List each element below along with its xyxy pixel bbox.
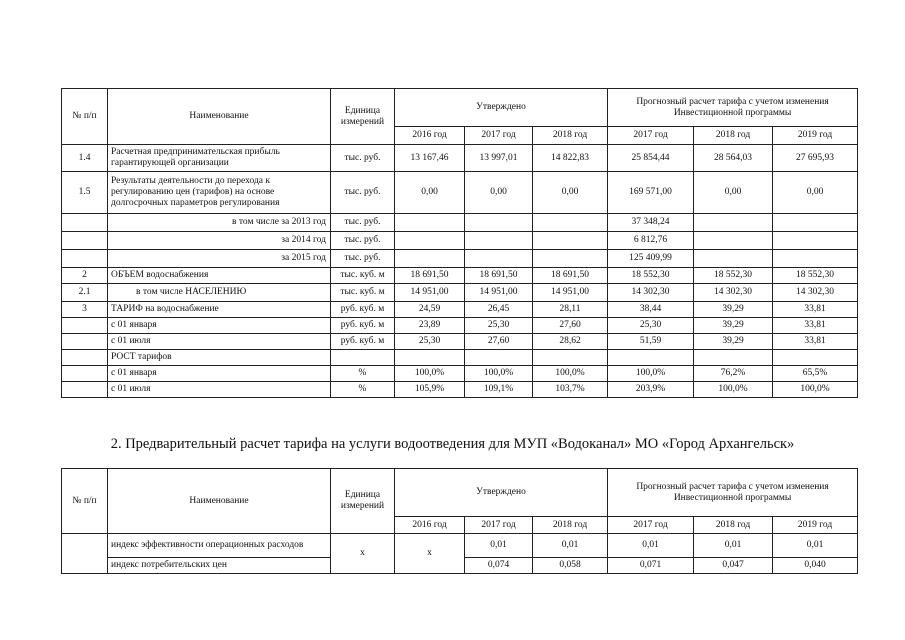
cell-value: 0,01 — [533, 534, 608, 558]
header-approved: Утверждено — [395, 469, 608, 517]
row-name: за 2014 год — [108, 232, 331, 250]
cell-value — [773, 350, 858, 366]
header-year: 2017 год — [465, 517, 533, 534]
cell-value — [533, 214, 608, 232]
cell-value: 39,29 — [694, 302, 773, 318]
row-unit: тыс. руб. — [331, 145, 395, 172]
cell-value: 125 409,99 — [608, 250, 694, 268]
cell-value: 39,29 — [694, 334, 773, 350]
cell-value: 25,30 — [395, 334, 465, 350]
table-row — [62, 284, 858, 302]
table-row — [62, 334, 858, 350]
tariff-table-water-supply — [61, 88, 858, 398]
header-forecast: Прогнозный расчет тарифа с учетом изменения Инвестиционной программы — [608, 89, 858, 127]
cell-value: 14 302,30 — [773, 284, 858, 302]
header-approved: Утверждено — [395, 89, 608, 127]
cell-value: 0,071 — [608, 558, 694, 574]
cell-value: 24,59 — [395, 302, 465, 318]
cell-value — [608, 350, 694, 366]
cell-value: 0,047 — [694, 558, 773, 574]
row-name: за 2015 год — [108, 250, 331, 268]
cell-value: 0,01 — [773, 534, 858, 558]
cell-value: 14 302,30 — [694, 284, 773, 302]
table-row — [62, 145, 858, 172]
row-num — [62, 382, 108, 398]
cell-value: 33,81 — [773, 334, 858, 350]
cell-value: 27,60 — [533, 318, 608, 334]
header-year: 2016 год — [395, 517, 465, 534]
cell-value: 100,0% — [773, 382, 858, 398]
section-heading: 2. Предварительный расчет тарифа на услуги водоотведения для МУП «Водоканал» МО «Город Архангельск» — [110, 436, 795, 452]
row-unit — [331, 350, 395, 366]
cell-value: 0,00 — [465, 172, 533, 214]
header-unit: Единица измерений — [331, 89, 395, 145]
cell-value: 14 951,00 — [533, 284, 608, 302]
cell-value: 28,62 — [533, 334, 608, 350]
table-row — [62, 318, 858, 334]
row-name: РОСТ тарифов — [108, 350, 331, 366]
row-unit: % — [331, 366, 395, 382]
cell-value: 0,00 — [773, 172, 858, 214]
cell-value — [694, 250, 773, 268]
row-num: 1.5 — [62, 172, 108, 214]
table-row — [62, 366, 858, 382]
cell-value — [694, 232, 773, 250]
row-unit: х — [331, 534, 395, 574]
cell-value: 0,074 — [465, 558, 533, 574]
cell-value: 18 552,30 — [608, 268, 694, 284]
cell-value: 65,5% — [773, 366, 858, 382]
cell-value: 0,00 — [694, 172, 773, 214]
cell-value: 0,01 — [465, 534, 533, 558]
row-unit: руб. куб. м — [331, 318, 395, 334]
table-row — [62, 350, 858, 366]
cell-value: 0,00 — [395, 172, 465, 214]
row-num — [62, 334, 108, 350]
cell-value: 13 167,46 — [395, 145, 465, 172]
cell-value — [465, 232, 533, 250]
table-row — [62, 232, 858, 250]
cell-value: 14 822,83 — [533, 145, 608, 172]
cell-value — [465, 214, 533, 232]
cell-value: 33,81 — [773, 302, 858, 318]
row-name: в том числе за 2013 год — [108, 214, 331, 232]
table-row — [62, 268, 858, 284]
cell-value: 18 691,50 — [533, 268, 608, 284]
cell-value: 25,30 — [608, 318, 694, 334]
cell-value: 18 552,30 — [694, 268, 773, 284]
cell-value — [395, 232, 465, 250]
header-year: 2017 год — [465, 127, 533, 145]
cell-value: 100,0% — [694, 382, 773, 398]
table-row — [62, 250, 858, 268]
row-name: с 01 января — [108, 318, 331, 334]
row-num: 2.1 — [62, 284, 108, 302]
header-year: 2018 год — [533, 127, 608, 145]
row-unit: тыс. куб. м — [331, 284, 395, 302]
cell-value: 27 695,93 — [773, 145, 858, 172]
cell-value: 25,30 — [465, 318, 533, 334]
cell-value: 14 951,00 — [465, 284, 533, 302]
cell-value: 37 348,24 — [608, 214, 694, 232]
cell-value: 33,81 — [773, 318, 858, 334]
row-num: 3 — [62, 302, 108, 318]
row-num — [62, 250, 108, 268]
header-name: Наименование — [108, 89, 331, 145]
row-num — [62, 214, 108, 232]
cell-value: 13 997,01 — [465, 145, 533, 172]
row-num — [62, 318, 108, 334]
cell-value: 0,058 — [533, 558, 608, 574]
header-unit: Единица измерений — [331, 469, 395, 534]
header-year: 2019 год — [773, 127, 858, 145]
row-num — [62, 232, 108, 250]
cell-value: 14 302,30 — [608, 284, 694, 302]
cell-value: 39,29 — [694, 318, 773, 334]
cell-value — [533, 250, 608, 268]
table-row — [62, 172, 858, 214]
cell-value: 18 691,50 — [395, 268, 465, 284]
cell-value — [773, 250, 858, 268]
row-unit: тыс. руб. — [331, 214, 395, 232]
cell-value: 25 854,44 — [608, 145, 694, 172]
cell-value: 26,45 — [465, 302, 533, 318]
cell-value: 18 552,30 — [773, 268, 858, 284]
cell-value — [694, 214, 773, 232]
row-name: индекс потребительских цен — [108, 558, 331, 574]
header-year: 2018 год — [694, 127, 773, 145]
cell-value: 28 564,03 — [694, 145, 773, 172]
cell-value: 0,01 — [608, 534, 694, 558]
header-forecast: Прогнозный расчет тарифа с учетом изменения Инвестиционной программы — [608, 469, 858, 517]
row-unit: руб. куб. м — [331, 334, 395, 350]
cell-value — [395, 350, 465, 366]
row-num: 1.4 — [62, 145, 108, 172]
cell-value: 100,0% — [608, 366, 694, 382]
cell-value — [465, 350, 533, 366]
header-name: Наименование — [108, 469, 331, 534]
row-name: с 01 июля — [108, 334, 331, 350]
row-unit: тыс. куб. м — [331, 268, 395, 284]
cell-value: 100,0% — [395, 366, 465, 382]
row-num — [62, 366, 108, 382]
cell-value: 105,9% — [395, 382, 465, 398]
cell-value: 18 691,50 — [465, 268, 533, 284]
cell-value: 14 951,00 — [395, 284, 465, 302]
row-unit: руб. куб. м — [331, 302, 395, 318]
row-unit: тыс. руб. — [331, 250, 395, 268]
cell-value: 6 812,76 — [608, 232, 694, 250]
cell-value — [773, 214, 858, 232]
row-name: с 01 января — [108, 366, 331, 382]
cell-value: 169 571,00 — [608, 172, 694, 214]
header-year: 2017 год — [608, 127, 694, 145]
cell-value: 38,44 — [608, 302, 694, 318]
row-num — [62, 534, 108, 574]
header-year: 2018 год — [694, 517, 773, 534]
header-year: 2017 год — [608, 517, 694, 534]
cell-value — [465, 250, 533, 268]
cell-value: 51,59 — [608, 334, 694, 350]
cell-value: 0,00 — [533, 172, 608, 214]
table-row — [62, 382, 858, 398]
header-num: № п/п — [62, 469, 108, 534]
cell-value: 27,60 — [465, 334, 533, 350]
table-row — [62, 302, 858, 318]
cell-value: 203,9% — [608, 382, 694, 398]
header-year: 2016 год — [395, 127, 465, 145]
cell-value — [694, 350, 773, 366]
row-unit: тыс. руб. — [331, 172, 395, 214]
row-name: в том числе НАСЕЛЕНИЮ — [108, 284, 331, 302]
cell-value: 103,7% — [533, 382, 608, 398]
cell-value — [773, 232, 858, 250]
cell-value: 0,040 — [773, 558, 858, 574]
header-year: 2018 год — [533, 517, 608, 534]
cell-value: х — [395, 534, 465, 574]
cell-value — [533, 232, 608, 250]
row-name: Результаты деятельности до перехода к регулированию цен (тарифов) на основе долгосрочных параметров регулирования — [108, 172, 331, 214]
cell-value: 100,0% — [465, 366, 533, 382]
tariff-table-wastewater — [61, 468, 858, 574]
table-row — [62, 214, 858, 232]
row-name: ОБЪЕМ водоснабжения — [108, 268, 331, 284]
row-name: с 01 июля — [108, 382, 331, 398]
row-num — [62, 350, 108, 366]
cell-value: 100,0% — [533, 366, 608, 382]
cell-value: 0,01 — [694, 534, 773, 558]
cell-value: 28,11 — [533, 302, 608, 318]
row-unit: тыс. руб. — [331, 232, 395, 250]
row-unit: % — [331, 382, 395, 398]
row-name: ТАРИФ на водоснабжение — [108, 302, 331, 318]
header-year: 2019 год — [773, 517, 858, 534]
cell-value — [533, 350, 608, 366]
row-name: Расчетная предпринимательская прибыль гарантирующей организации — [108, 145, 331, 172]
row-num: 2 — [62, 268, 108, 284]
cell-value: 23,89 — [395, 318, 465, 334]
header-num: № п/п — [62, 89, 108, 145]
cell-value: 76,2% — [694, 366, 773, 382]
cell-value — [395, 214, 465, 232]
cell-value: 109,1% — [465, 382, 533, 398]
row-name: индекс эффективности операционных расходов — [108, 534, 331, 558]
cell-value — [395, 250, 465, 268]
